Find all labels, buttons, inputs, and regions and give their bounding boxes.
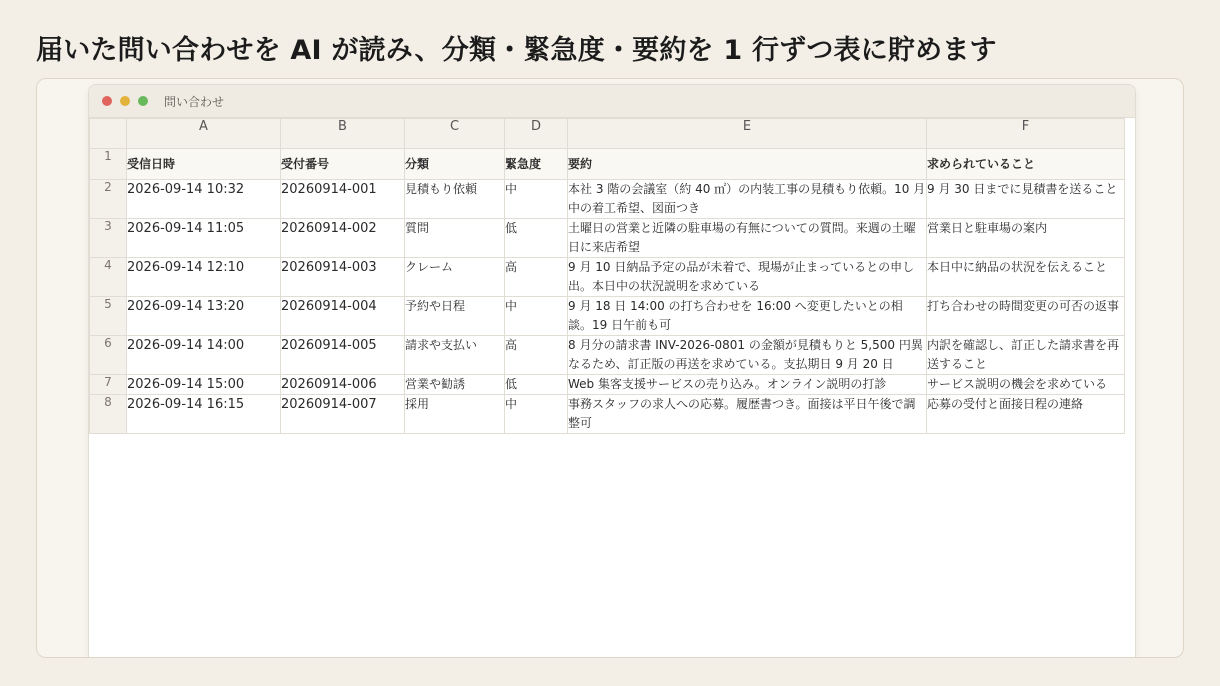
urgency-cell[interactable]: 低 [505,375,568,395]
category-cell[interactable]: 請求や支払い [405,336,505,375]
received-at-cell[interactable]: 2026-09-14 12:10 [127,258,281,297]
row-number[interactable]: 2 [90,180,127,219]
header-cell[interactable]: 受付番号 [281,149,405,180]
ticket-number-cell[interactable]: 20260914-001 [281,180,405,219]
row-number[interactable]: 4 [90,258,127,297]
table-row [90,297,1125,336]
column-header[interactable]: B [281,119,405,149]
row-number[interactable]: 3 [90,219,127,258]
row-number[interactable]: 1 [90,149,127,180]
screenshot-frame [36,78,1184,658]
column-header[interactable]: E [568,119,927,149]
summary-cell[interactable]: 9 月 18 日 14:00 の打ち合わせを 16:00 へ変更したいとの相談。19 日午前も可 [568,297,927,336]
ticket-number-cell[interactable]: 20260914-002 [281,219,405,258]
urgency-cell[interactable]: 低 [505,219,568,258]
column-header[interactable]: C [405,119,505,149]
table-row [90,258,1125,297]
summary-cell[interactable]: 8 月分の請求書 INV-2026-0801 の金額が見積もりと 5,500 円異なるため、訂正版の再送を求めている。支払期日 9 月 20 日 [568,336,927,375]
urgency-cell[interactable]: 中 [505,180,568,219]
minimize-window-icon[interactable] [120,96,130,106]
summary-cell[interactable]: 土曜日の営業と近隣の駐車場の有無についての質問。来週の土曜日に来店希望 [568,219,927,258]
request-cell[interactable]: サービス説明の機会を求めている [927,375,1125,395]
request-cell[interactable]: 本日中に納品の状況を伝えること [927,258,1125,297]
ticket-number-cell[interactable]: 20260914-005 [281,336,405,375]
urgency-cell[interactable]: 中 [505,395,568,434]
header-cell[interactable]: 分類 [405,149,505,180]
received-at-cell[interactable]: 2026-09-14 11:05 [127,219,281,258]
summary-cell[interactable]: Web 集客支援サービスの売り込み。オンライン説明の打診 [568,375,927,395]
category-cell[interactable]: 営業や勧誘 [405,375,505,395]
column-header[interactable]: F [927,119,1125,149]
row-number[interactable]: 7 [90,375,127,395]
window-title: 問い合わせ [164,94,225,109]
category-cell[interactable]: クレーム [405,258,505,297]
request-cell[interactable]: 9 月 30 日までに見積書を送ること [927,180,1125,219]
summary-cell[interactable]: 本社 3 階の会議室（約 40 ㎡）の内装工事の見積もり依頼。10 月中の着工希望、図面つき [568,180,927,219]
received-at-cell[interactable]: 2026-09-14 14:00 [127,336,281,375]
ticket-number-cell[interactable]: 20260914-004 [281,297,405,336]
urgency-cell[interactable]: 高 [505,336,568,375]
ticket-number-cell[interactable]: 20260914-006 [281,375,405,395]
urgency-cell[interactable]: 中 [505,297,568,336]
table-row [90,336,1125,375]
category-cell[interactable]: 予約や日程 [405,297,505,336]
received-at-cell[interactable]: 2026-09-14 15:00 [127,375,281,395]
zoom-window-icon[interactable] [138,96,148,106]
summary-cell[interactable]: 9 月 10 日納品予定の品が未着で、現場が止まっているとの申し出。本日中の状況説明を求めている [568,258,927,297]
ticket-number-cell[interactable]: 20260914-003 [281,258,405,297]
category-cell[interactable]: 見積もり依頼 [405,180,505,219]
page-headline: 届いた問い合わせを AI が読み、分類・緊急度・要約を 1 行ずつ表に貯めます [36,35,997,66]
table-row [90,375,1125,395]
spreadsheet-grid [89,118,1125,434]
received-at-cell[interactable]: 2026-09-14 16:15 [127,395,281,434]
request-cell[interactable]: 応募の受付と面接日程の連絡 [927,395,1125,434]
column-header[interactable]: A [127,119,281,149]
request-cell[interactable]: 営業日と駐車場の案内 [927,219,1125,258]
row-number[interactable]: 5 [90,297,127,336]
table-row [90,180,1125,219]
table-row [90,395,1125,434]
header-cell[interactable]: 緊急度 [505,149,568,180]
spreadsheet-window [88,84,1136,658]
request-cell[interactable]: 内訳を確認し、訂正した請求書を再送すること [927,336,1125,375]
summary-cell[interactable]: 事務スタッフの求人への応募。履歴書つき。面接は平日午後で調整可 [568,395,927,434]
category-cell[interactable]: 質問 [405,219,505,258]
category-cell[interactable]: 採用 [405,395,505,434]
header-row [90,149,1125,180]
row-number[interactable]: 8 [90,395,127,434]
header-cell[interactable]: 求められていること [927,149,1125,180]
row-number[interactable]: 6 [90,336,127,375]
urgency-cell[interactable]: 高 [505,258,568,297]
header-cell[interactable]: 要約 [568,149,927,180]
request-cell[interactable]: 打ち合わせの時間変更の可否の返事 [927,297,1125,336]
ticket-number-cell[interactable]: 20260914-007 [281,395,405,434]
column-header-row [90,119,1125,149]
close-window-icon[interactable] [102,96,112,106]
table-row [90,219,1125,258]
window-titlebar [89,85,1135,118]
received-at-cell[interactable]: 2026-09-14 13:20 [127,297,281,336]
header-cell[interactable]: 受信日時 [127,149,281,180]
column-header[interactable]: D [505,119,568,149]
select-all-corner[interactable] [90,119,127,149]
received-at-cell[interactable]: 2026-09-14 10:32 [127,180,281,219]
